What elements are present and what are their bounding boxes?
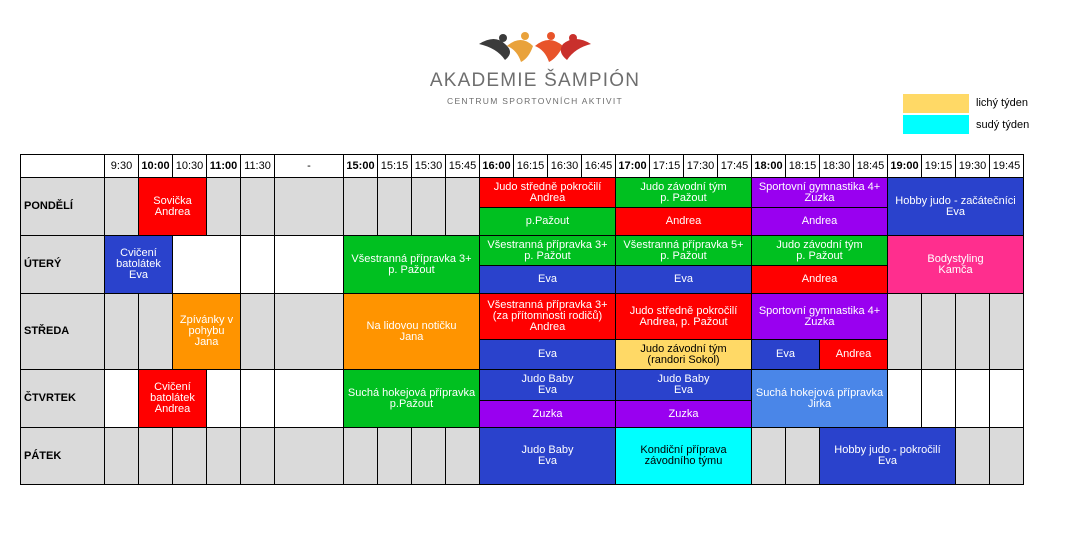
empty-cell bbox=[786, 428, 820, 485]
time-header: 17:30 bbox=[684, 155, 718, 178]
time-header: 15:15 bbox=[378, 155, 412, 178]
schedule-table bbox=[20, 154, 1024, 485]
event-judo-baby: Judo Baby Eva bbox=[480, 428, 616, 485]
time-header: 16:15 bbox=[514, 155, 548, 178]
empty-cell bbox=[956, 294, 990, 370]
event-vsestranna-pripravka-5: Všestranná přípravka 5+ p. Pažout bbox=[616, 236, 752, 266]
event-cviceni-batolatek: Cvičení batolátek Eva bbox=[105, 236, 173, 294]
time-header: 18:00 bbox=[752, 155, 786, 178]
empty-cell bbox=[888, 294, 922, 370]
header-corner bbox=[21, 155, 105, 178]
time-header: 16:00 bbox=[480, 155, 514, 178]
time-header: 16:45 bbox=[582, 155, 616, 178]
event-trainer: Eva bbox=[616, 266, 752, 294]
empty-cell bbox=[241, 294, 275, 370]
time-header: 15:45 bbox=[446, 155, 480, 178]
empty-cell bbox=[275, 178, 344, 236]
empty-cell bbox=[275, 236, 344, 294]
time-header: 10:00 bbox=[139, 155, 173, 178]
event-judo-stredne-pokrocili: Judo středně pokročilí Andrea, p. Pažout bbox=[616, 294, 752, 340]
empty-cell bbox=[378, 428, 412, 485]
header-row bbox=[21, 155, 1024, 178]
event-vsestranna-pripravka-3: Všestranná přípravka 3+ p. Pažout bbox=[344, 236, 480, 294]
event-vsestranna-pripravka-rodice: Všestranná přípravka 3+ (za přítomnosti rodičů) Andrea bbox=[480, 294, 616, 340]
empty-cell bbox=[956, 370, 990, 428]
empty-cell bbox=[105, 370, 139, 428]
event-na-lidovou-noticku: Na lidovou notičku Jana bbox=[344, 294, 480, 370]
time-header: 9:30 bbox=[105, 155, 139, 178]
event-trainer: p.Pažout bbox=[480, 208, 616, 236]
time-header: - bbox=[275, 155, 344, 178]
time-header: 18:15 bbox=[786, 155, 820, 178]
empty-cell bbox=[241, 178, 275, 236]
empty-cell bbox=[275, 294, 344, 370]
empty-cell bbox=[752, 428, 786, 485]
brand-subtitle: CENTRUM SPORTOVNÍCH AKTIVIT bbox=[447, 96, 623, 106]
empty-cell bbox=[207, 370, 241, 428]
event-trainer: Andrea bbox=[616, 208, 752, 236]
empty-cell bbox=[412, 428, 446, 485]
time-header: 19:30 bbox=[956, 155, 990, 178]
event-vsestranna-pripravka-3b: Všestranná přípravka 3+ p. Pažout bbox=[480, 236, 616, 266]
legend-even-label: sudý týden bbox=[976, 119, 1030, 131]
time-header: 10:30 bbox=[173, 155, 207, 178]
event-cviceni-batolatek: Cvičení batolátek Andrea bbox=[139, 370, 207, 428]
time-header: 15:00 bbox=[344, 155, 378, 178]
day-row-friday bbox=[21, 428, 1024, 485]
legend-odd-swatch bbox=[903, 94, 969, 113]
event-trainer: Eva bbox=[480, 266, 616, 294]
empty-cell bbox=[344, 178, 378, 236]
empty-cell bbox=[275, 428, 344, 485]
legend-even-swatch bbox=[903, 115, 969, 134]
event-judo-baby: Judo Baby Eva bbox=[480, 370, 616, 401]
event-zpivanky-v-pohybu: Zpívánky v pohybu Jana bbox=[173, 294, 241, 370]
empty-cell bbox=[275, 370, 344, 428]
empty-cell bbox=[412, 178, 446, 236]
day-label-monday: PONDĚLÍ bbox=[21, 178, 105, 236]
event-judo-baby: Judo Baby Eva bbox=[616, 370, 752, 401]
empty-cell bbox=[241, 370, 275, 428]
empty-cell bbox=[105, 294, 139, 370]
event-judo-zavodni-tym: Judo závodní tým p. Pažout bbox=[752, 236, 888, 266]
day-label-tuesday: ÚTERÝ bbox=[21, 236, 105, 294]
empty-cell bbox=[139, 428, 173, 485]
day-row-tuesday bbox=[21, 236, 1024, 266]
empty-cell bbox=[173, 428, 207, 485]
event-trainer: Andrea bbox=[752, 208, 888, 236]
empty-cell bbox=[990, 370, 1024, 428]
event-judo-zavodni-tym-randori: Judo závodní tým (randori Sokol) bbox=[616, 340, 752, 370]
brand-name: AKADEMIE ŠAMPIÓN bbox=[429, 70, 641, 91]
logo bbox=[420, 30, 650, 110]
empty-cell bbox=[344, 428, 378, 485]
event-trainer: Andrea bbox=[752, 266, 888, 294]
event-judo-stredne-pokrocili: Judo středně pokročilí Andrea bbox=[480, 178, 616, 208]
empty-cell bbox=[446, 178, 480, 236]
empty-cell bbox=[378, 178, 412, 236]
time-header: 18:30 bbox=[820, 155, 854, 178]
time-header: 19:15 bbox=[922, 155, 956, 178]
empty-cell bbox=[105, 178, 139, 236]
event-kondicni-priprava: Kondiční příprava závodního týmu bbox=[616, 428, 752, 485]
time-header: 15:30 bbox=[412, 155, 446, 178]
time-header: 18:45 bbox=[854, 155, 888, 178]
event-hobby-judo-zacatecnici: Hobby judo - začátečníci Eva bbox=[888, 178, 1024, 236]
empty-cell bbox=[241, 428, 275, 485]
legend-odd-label: lichý týden bbox=[976, 97, 1028, 109]
logo-figures-icon bbox=[475, 30, 595, 66]
empty-cell bbox=[990, 294, 1024, 370]
time-header: 17:00 bbox=[616, 155, 650, 178]
empty-cell bbox=[139, 294, 173, 370]
empty-cell bbox=[956, 428, 990, 485]
day-row-thursday bbox=[21, 370, 1024, 401]
empty-cell bbox=[922, 370, 956, 428]
time-header: 16:30 bbox=[548, 155, 582, 178]
day-row-wednesday bbox=[21, 294, 1024, 340]
event-sucha-hokejova-pripravka: Suchá hokejová přípravka Jirka bbox=[752, 370, 888, 428]
event-trainer: Zuzka bbox=[616, 401, 752, 428]
empty-cell bbox=[241, 236, 275, 294]
day-label-thursday: ČTVRTEK bbox=[21, 370, 105, 428]
event-sovicka: Sovička Andrea bbox=[139, 178, 207, 236]
empty-cell bbox=[207, 428, 241, 485]
event-sportovni-gymnastika: Sportovní gymnastika 4+ Zuzka bbox=[752, 294, 888, 340]
event-trainer: Andrea bbox=[820, 340, 888, 370]
empty-cell bbox=[173, 236, 241, 294]
empty-cell bbox=[990, 428, 1024, 485]
event-trainer: Eva bbox=[752, 340, 820, 370]
event-trainer: Eva bbox=[480, 340, 616, 370]
time-header: 19:00 bbox=[888, 155, 922, 178]
time-header: 17:45 bbox=[718, 155, 752, 178]
event-bodystyling: Bodystyling Kamča bbox=[888, 236, 1024, 294]
empty-cell bbox=[207, 178, 241, 236]
event-sportovni-gymnastika: Sportovní gymnastika 4+ Zuzka bbox=[752, 178, 888, 208]
day-label-friday: PÁTEK bbox=[21, 428, 105, 485]
time-header: 19:45 bbox=[990, 155, 1024, 178]
time-header: 11:00 bbox=[207, 155, 241, 178]
empty-cell bbox=[888, 370, 922, 428]
time-header: 17:15 bbox=[650, 155, 684, 178]
event-sucha-hokejova-pripravka: Suchá hokejová přípravka p.Pažout bbox=[344, 370, 480, 428]
day-row-monday bbox=[21, 178, 1024, 208]
time-header: 11:30 bbox=[241, 155, 275, 178]
event-hobby-judo-pokrocili: Hobby judo - pokročilí Eva bbox=[820, 428, 956, 485]
event-trainer: Zuzka bbox=[480, 401, 616, 428]
empty-cell bbox=[446, 428, 480, 485]
day-label-wednesday: STŘEDA bbox=[21, 294, 105, 370]
empty-cell bbox=[105, 428, 139, 485]
empty-cell bbox=[922, 294, 956, 370]
event-judo-zavodni-tym: Judo závodní tým p. Pažout bbox=[616, 178, 752, 208]
